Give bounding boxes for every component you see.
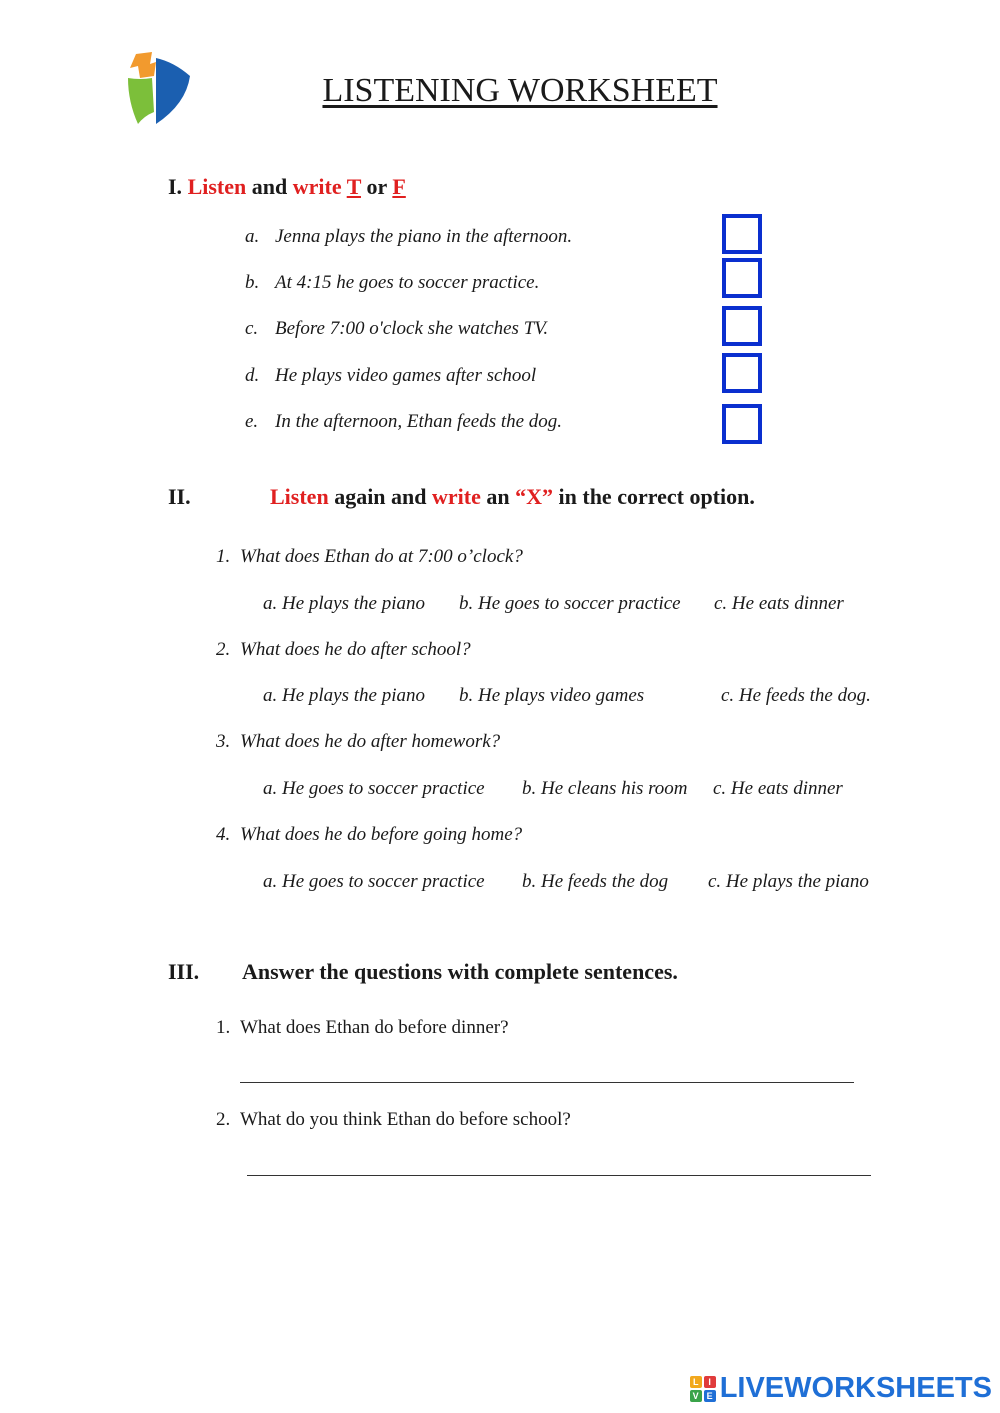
- mc-option-a[interactable]: a. He goes to soccer practice: [263, 778, 485, 799]
- mc-option-c[interactable]: c. He feeds the dog.: [721, 685, 871, 706]
- open-question-num: 2.: [216, 1109, 231, 1130]
- brand-tile: L: [690, 1376, 702, 1388]
- brand-tile: V: [690, 1390, 702, 1402]
- mc-option-a[interactable]: a. He plays the piano: [263, 685, 426, 706]
- open-question: [216, 1017, 509, 1039]
- answer-box-e[interactable]: [722, 404, 762, 444]
- section-1-write: write: [292, 174, 342, 199]
- tf-item-label: b.: [245, 272, 260, 293]
- mc-option-a[interactable]: a. He goes to soccer practice: [263, 871, 485, 892]
- answer-box-c[interactable]: [722, 306, 762, 346]
- brand-tile: E: [704, 1390, 716, 1402]
- mc-question-text: What does he do after school?: [240, 639, 471, 660]
- mc-question: [216, 731, 500, 753]
- tf-item-text: Jenna plays the piano in the afternoon.: [275, 226, 573, 247]
- mc-option-b[interactable]: b. He feeds the dog: [522, 871, 669, 892]
- section-2-write: write: [432, 484, 481, 509]
- mc-option-b[interactable]: b. He goes to soccer practice: [459, 593, 681, 614]
- section-2-an: an: [486, 484, 510, 509]
- mc-question-num: 1.: [216, 546, 231, 567]
- tf-item-label: c.: [245, 318, 259, 339]
- mc-option-b[interactable]: b. He cleans his room: [522, 778, 688, 799]
- section-2-roman: II.: [168, 484, 191, 509]
- mc-question-text: What does he do after homework?: [240, 731, 501, 752]
- open-question-text: What does Ethan do before dinner?: [240, 1017, 509, 1038]
- open-question: [216, 1109, 571, 1131]
- section-1-and: and: [251, 174, 288, 199]
- brand-logo-icon: [690, 1376, 716, 1402]
- tf-item: [245, 411, 562, 433]
- section-1-f: F: [392, 174, 406, 199]
- brand-name: LIVEWORKSHEETS: [719, 1372, 992, 1404]
- mc-question-text: What does he do before going home?: [240, 824, 523, 845]
- tf-item-text: At 4:15 he goes to soccer practice.: [275, 272, 540, 293]
- mc-option-c[interactable]: c. He eats dinner: [713, 778, 843, 799]
- tf-item-label: a.: [245, 226, 260, 247]
- section-2-heading: [270, 484, 755, 510]
- section-2-rest: in the correct option.: [558, 484, 755, 509]
- mc-option-a[interactable]: a. He plays the piano: [263, 593, 426, 614]
- mc-option-c[interactable]: c. He plays the piano: [708, 871, 869, 892]
- section-2-x: “X”: [515, 484, 554, 509]
- section-1-or: or: [366, 174, 387, 199]
- mc-option-b[interactable]: b. He plays video games: [459, 685, 645, 706]
- tf-item: [245, 365, 536, 387]
- section-3-heading: Answer the questions with complete sentences.: [242, 959, 678, 984]
- tf-item-text: In the afternoon, Ethan feeds the dog.: [275, 411, 563, 432]
- tf-item: [245, 226, 572, 248]
- liveworksheets-brand: [690, 1372, 992, 1405]
- section-1-listen: Listen: [187, 174, 247, 199]
- section-1-heading: [168, 174, 406, 200]
- open-question-text: What do you think Ethan do before school?: [240, 1109, 571, 1130]
- mc-question-num: 4.: [216, 824, 231, 845]
- tf-item-text: He plays video games after school: [275, 365, 537, 386]
- mc-question: [216, 824, 522, 846]
- open-question-num: 1.: [216, 1017, 231, 1038]
- mc-question-num: 3.: [216, 731, 231, 752]
- page-title: LISTENING WORKSHEET: [322, 72, 718, 109]
- section-2-again: again and: [334, 484, 427, 509]
- tf-item-label: d.: [245, 365, 260, 386]
- mc-question: [216, 639, 471, 661]
- mc-question-text: What does Ethan do at 7:00 o’clock?: [240, 546, 523, 567]
- tf-item-text: Before 7:00 o'clock she watches TV.: [275, 318, 549, 339]
- mc-option-c[interactable]: c. He eats dinner: [714, 593, 844, 614]
- answer-box-a[interactable]: [722, 214, 762, 254]
- answer-box-b[interactable]: [722, 258, 762, 298]
- section-1-t: T: [346, 174, 361, 199]
- section-3-roman: III.: [168, 959, 200, 984]
- answer-box-d[interactable]: [722, 353, 762, 393]
- section-2-listen: Listen: [270, 484, 329, 509]
- answer-line-2[interactable]: [247, 1175, 871, 1176]
- section-1-roman: I.: [168, 174, 183, 199]
- brand-tile: I: [704, 1376, 716, 1388]
- tf-item: [245, 318, 548, 340]
- mc-question: [216, 546, 523, 568]
- tf-item-label: e.: [245, 411, 259, 432]
- mc-question-num: 2.: [216, 639, 231, 660]
- answer-line-1[interactable]: [240, 1082, 854, 1083]
- tf-item: [245, 272, 539, 294]
